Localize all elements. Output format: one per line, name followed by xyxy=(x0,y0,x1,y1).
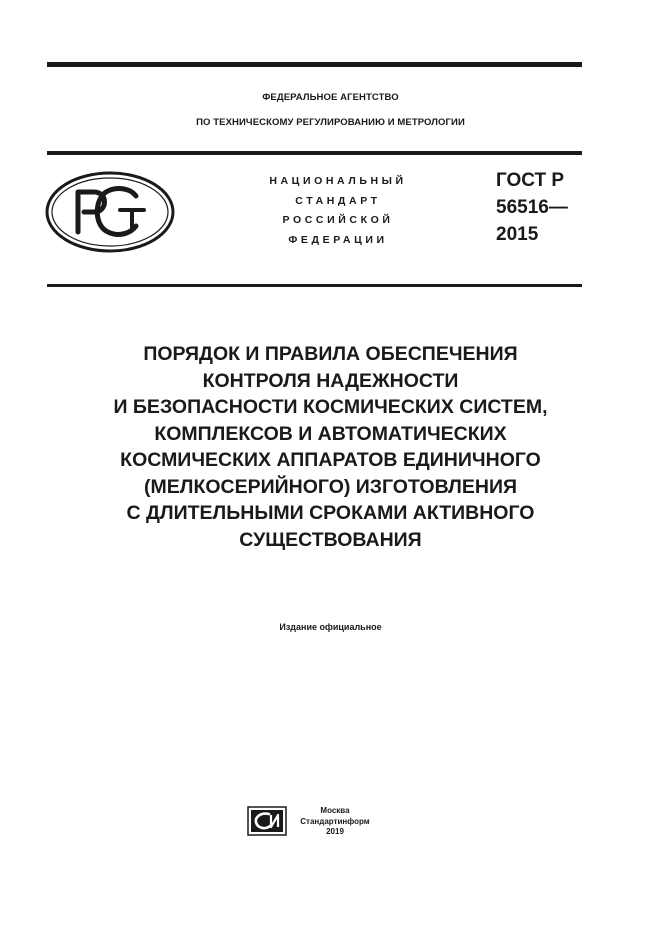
publisher-name: Стандартинформ xyxy=(300,816,370,826)
title-line: И БЕЗОПАСНОСТИ КОСМИЧЕСКИХ СИСТЕМ, xyxy=(113,396,548,418)
title-line: (МЕЛКОСЕРИЙНОГО) ИЗГОТОВЛЕНИЯ xyxy=(144,475,517,498)
document-title xyxy=(40,341,621,553)
designation-line-3: 2015 xyxy=(496,224,539,245)
top-rule xyxy=(47,62,582,67)
standard-type xyxy=(238,172,438,250)
rst-certification-logo-icon xyxy=(44,170,176,259)
standard-type-line-2: СТАНДАРТ xyxy=(295,194,381,207)
standartinform-logo-icon xyxy=(247,806,287,841)
standard-type-line-4: ФЕДЕРАЦИИ xyxy=(288,233,388,246)
title-line: С ДЛИТЕЛЬНЫМИ СРОКАМИ АКТИВНОГО xyxy=(126,502,535,524)
standard-type-line-3: РОССИЙСКОЙ xyxy=(282,214,394,226)
publisher-info xyxy=(292,806,378,838)
agency-line-1: ФЕДЕРАЛЬНОЕ АГЕНТСТВО xyxy=(262,92,399,103)
standard-type-line-1: НАЦИОНАЛЬНЫЙ xyxy=(269,175,407,187)
title-line: СУЩЕСТВОВАНИЯ xyxy=(239,528,422,551)
edition-label: Издание официальное xyxy=(279,622,382,632)
publisher-city: Москва xyxy=(320,806,350,815)
publisher-year: 2019 xyxy=(326,827,344,836)
agency-line-2: ПО ТЕХНИЧЕСКОМУ РЕГУЛИРОВАНИЮ И МЕТРОЛОГИИ xyxy=(196,117,465,128)
header-rule xyxy=(47,151,582,155)
title-line: КОМПЛЕКСОВ И АВТОМАТИЧЕСКИХ xyxy=(154,422,507,445)
header-bottom-rule xyxy=(47,284,582,287)
title-line: КОНТРОЛЯ НАДЕЖНОСТИ xyxy=(202,369,459,392)
designation-line-2: 56516— xyxy=(496,197,568,218)
standard-designation xyxy=(496,167,568,248)
designation-line-1: ГОСТ Р xyxy=(496,170,565,191)
title-line: ПОРЯДОК И ПРАВИЛА ОБЕСПЕЧЕНИЯ xyxy=(143,343,518,365)
title-line: КОСМИЧЕСКИХ АППАРАТОВ ЕДИНИЧНОГО xyxy=(120,449,541,471)
